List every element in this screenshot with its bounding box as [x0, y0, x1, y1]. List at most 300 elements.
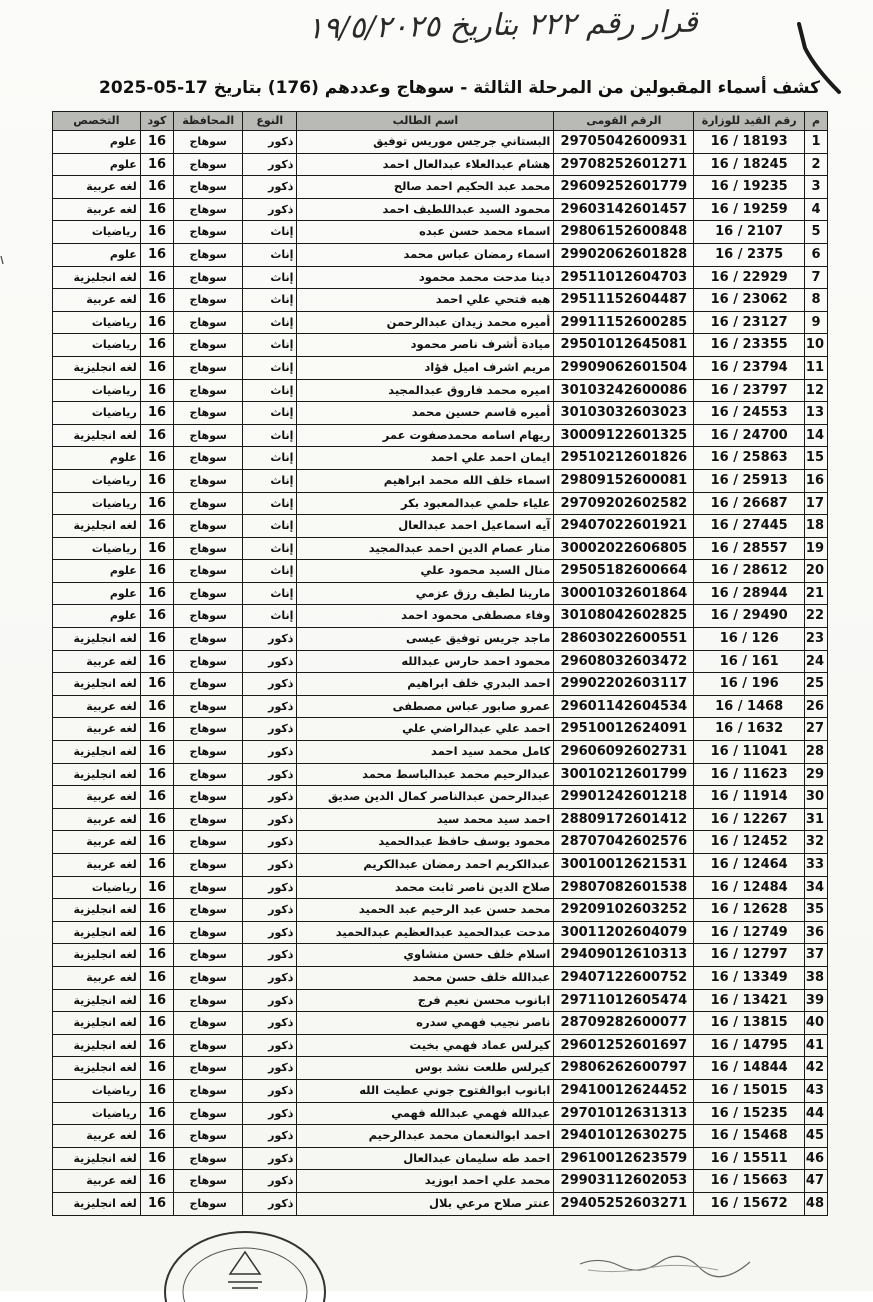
cell-national-id: 29510212601826 [554, 447, 694, 470]
cell-national-id: 29909062601504 [554, 356, 694, 379]
cell-gender: إناث [243, 311, 297, 334]
table-row [53, 1079, 828, 1102]
cell-code: 16 [140, 966, 173, 989]
cell-gender: ذكور [243, 786, 297, 809]
cell-row-number: 15 [805, 447, 828, 470]
cell-row-number: 13 [805, 402, 828, 425]
cell-registration-number: 16 / 2107 [694, 221, 805, 244]
cell-registration-number: 16 / 12464 [694, 854, 805, 877]
cell-gender: ذكور [243, 831, 297, 854]
cell-registration-number: 16 / 24553 [694, 402, 805, 425]
cell-specialization: لغه انجليزية [53, 899, 141, 922]
cell-specialization: لغه عربية [53, 650, 141, 673]
cell-national-id: 29911152600285 [554, 311, 694, 334]
table-row [53, 741, 828, 764]
cell-national-id: 29601252601697 [554, 1034, 694, 1057]
cell-student-name: كامل محمد سيد احمد [297, 741, 554, 764]
cell-specialization: لغه انجليزية [53, 515, 141, 538]
cell-national-id: 29809152600081 [554, 469, 694, 492]
cell-governorate: سوهاج [174, 515, 243, 538]
cell-code: 16 [140, 560, 173, 583]
cell-student-name: عبدالرحمن عبدالناصر كمال الدين صديق [297, 786, 554, 809]
cell-specialization: علوم [53, 605, 141, 628]
cell-student-name: عبدالله خلف حسن محمد [297, 966, 554, 989]
cell-gender: ذكور [243, 1125, 297, 1148]
cell-registration-number: 16 / 11914 [694, 786, 805, 809]
cell-registration-number: 16 / 23797 [694, 379, 805, 402]
cell-code: 16 [140, 628, 173, 651]
table-row [53, 515, 828, 538]
cell-code: 16 [140, 605, 173, 628]
cell-specialization: رياضيات [53, 1102, 141, 1125]
cell-specialization: لغه عربية [53, 289, 141, 312]
cell-student-name: مارينا لطيف رزق عزمي [297, 582, 554, 605]
cell-code: 16 [140, 131, 173, 154]
cell-gender: ذكور [243, 198, 297, 221]
cell-specialization: لغه انجليزية [53, 266, 141, 289]
cell-row-number: 46 [805, 1147, 828, 1170]
cell-row-number: 16 [805, 469, 828, 492]
table-row [53, 198, 828, 221]
cell-code: 16 [140, 334, 173, 357]
cell-national-id: 29401012630275 [554, 1125, 694, 1148]
cell-student-name: احمد طه سليمان عبدالعال [297, 1147, 554, 1170]
cell-national-id: 29806152600848 [554, 221, 694, 244]
cell-student-name: البستاني جرجس موريس توفيق [297, 131, 554, 154]
cell-national-id: 28809172601412 [554, 808, 694, 831]
table-header-row [53, 112, 828, 131]
cell-specialization: لغه عربية [53, 1170, 141, 1193]
cell-registration-number: 16 / 15015 [694, 1079, 805, 1102]
cell-registration-number: 16 / 12749 [694, 921, 805, 944]
cell-row-number: 23 [805, 628, 828, 651]
cell-gender: ذكور [243, 176, 297, 199]
table-row [53, 311, 828, 334]
cell-student-name: احمد سيد محمد سيد [297, 808, 554, 831]
cell-governorate: سوهاج [174, 718, 243, 741]
cell-governorate: سوهاج [174, 402, 243, 425]
cell-governorate: سوهاج [174, 650, 243, 673]
table-row [53, 876, 828, 899]
cell-code: 16 [140, 447, 173, 470]
cell-gender: ذكور [243, 1012, 297, 1035]
cell-national-id: 29410012624452 [554, 1079, 694, 1102]
cell-code: 16 [140, 356, 173, 379]
cell-row-number: 30 [805, 786, 828, 809]
cell-national-id: 29407022601921 [554, 515, 694, 538]
admissions-table [52, 111, 828, 1216]
cell-governorate: سوهاج [174, 876, 243, 899]
table-row [53, 243, 828, 266]
cell-specialization: لغه عربية [53, 854, 141, 877]
cell-row-number: 12 [805, 379, 828, 402]
cell-national-id: 29409012610313 [554, 944, 694, 967]
cell-governorate: سوهاج [174, 808, 243, 831]
table-row [53, 153, 828, 176]
cell-registration-number: 16 / 15663 [694, 1170, 805, 1193]
column-header-registration: رقم القيد للوزارة [694, 112, 805, 131]
cell-national-id: 29511012604703 [554, 266, 694, 289]
cell-registration-number: 16 / 12452 [694, 831, 805, 854]
cell-code: 16 [140, 379, 173, 402]
margin-mark [0, 255, 6, 265]
cell-registration-number: 16 / 25913 [694, 469, 805, 492]
cell-code: 16 [140, 741, 173, 764]
cell-governorate: سوهاج [174, 1170, 243, 1193]
cell-governorate: سوهاج [174, 899, 243, 922]
cell-gender: ذكور [243, 718, 297, 741]
cell-national-id: 29601142604534 [554, 695, 694, 718]
cell-registration-number: 16 / 14795 [694, 1034, 805, 1057]
cell-student-name: محمود احمد حارس عبدالله [297, 650, 554, 673]
table-row [53, 628, 828, 651]
cell-student-name: عمرو صابور عباس مصطفى [297, 695, 554, 718]
table-row [53, 1102, 828, 1125]
cell-row-number: 2 [805, 153, 828, 176]
cell-specialization: لغه انجليزية [53, 921, 141, 944]
cell-specialization: رياضيات [53, 469, 141, 492]
admissions-table-container [52, 111, 828, 1216]
cell-row-number: 38 [805, 966, 828, 989]
cell-gender: ذكور [243, 741, 297, 764]
cell-registration-number: 16 / 11041 [694, 741, 805, 764]
cell-student-name: محمود يوسف حافظ عبدالحميد [297, 831, 554, 854]
cell-governorate: سوهاج [174, 447, 243, 470]
table-row [53, 469, 828, 492]
cell-code: 16 [140, 1192, 173, 1215]
cell-governorate: سوهاج [174, 560, 243, 583]
cell-code: 16 [140, 492, 173, 515]
cell-specialization: علوم [53, 582, 141, 605]
cell-national-id: 28603022600551 [554, 628, 694, 651]
cell-national-id: 29511152604487 [554, 289, 694, 312]
cell-code: 16 [140, 176, 173, 199]
cell-code: 16 [140, 673, 173, 696]
cell-specialization: رياضيات [53, 379, 141, 402]
cell-row-number: 17 [805, 492, 828, 515]
cell-gender: إناث [243, 424, 297, 447]
cell-national-id: 28709282600077 [554, 1012, 694, 1035]
cell-national-id: 29501012645081 [554, 334, 694, 357]
cell-gender: ذكور [243, 673, 297, 696]
cell-registration-number: 16 / 12267 [694, 808, 805, 831]
cell-registration-number: 16 / 23127 [694, 311, 805, 334]
cell-student-name: عنتر صلاح مرعي بلال [297, 1192, 554, 1215]
cell-code: 16 [140, 221, 173, 244]
table-row [53, 718, 828, 741]
cell-gender: ذكور [243, 808, 297, 831]
cell-specialization: رياضيات [53, 402, 141, 425]
sheet-title: كشف أسماء المقبولين من المرحلة الثالثة - سوهاج وعددهم (176) بتاريخ 17-05-2025 [99, 78, 820, 98]
cell-code: 16 [140, 1102, 173, 1125]
cell-national-id: 29708252601271 [554, 153, 694, 176]
cell-student-name: منال السيد محمود علي [297, 560, 554, 583]
cell-registration-number: 16 / 22929 [694, 266, 805, 289]
cell-national-id: 29510012624091 [554, 718, 694, 741]
cell-gender: إناث [243, 379, 297, 402]
cell-national-id: 29903112602053 [554, 1170, 694, 1193]
cell-code: 16 [140, 831, 173, 854]
cell-row-number: 42 [805, 1057, 828, 1080]
table-row [53, 266, 828, 289]
cell-specialization: لغه انجليزية [53, 763, 141, 786]
cell-row-number: 3 [805, 176, 828, 199]
cell-row-number: 34 [805, 876, 828, 899]
cell-gender: إناث [243, 515, 297, 538]
cell-national-id: 30010012621531 [554, 854, 694, 877]
cell-gender: ذكور [243, 650, 297, 673]
table-row [53, 424, 828, 447]
cell-row-number: 9 [805, 311, 828, 334]
cell-registration-number: 16 / 15511 [694, 1147, 805, 1170]
cell-row-number: 33 [805, 854, 828, 877]
cell-specialization: علوم [53, 153, 141, 176]
cell-governorate: سوهاج [174, 1012, 243, 1035]
cell-specialization: علوم [53, 447, 141, 470]
cell-code: 16 [140, 1170, 173, 1193]
cell-student-name: ناصر نجيب فهمي سدره [297, 1012, 554, 1035]
column-header-national-id: الرقم القومى [554, 112, 694, 131]
cell-national-id: 29709202602582 [554, 492, 694, 515]
cell-student-name: أميره قاسم حسين محمد [297, 402, 554, 425]
cell-code: 16 [140, 695, 173, 718]
cell-registration-number: 16 / 19235 [694, 176, 805, 199]
cell-code: 16 [140, 650, 173, 673]
cell-governorate: سوهاج [174, 763, 243, 786]
cell-code: 16 [140, 786, 173, 809]
cell-specialization: لغه انجليزية [53, 673, 141, 696]
cell-gender: إناث [243, 402, 297, 425]
cell-student-name: ابانوب محسن نعيم فرج [297, 989, 554, 1012]
cell-governorate: سوهاج [174, 989, 243, 1012]
cell-registration-number: 16 / 28612 [694, 560, 805, 583]
cell-code: 16 [140, 537, 173, 560]
cell-row-number: 47 [805, 1170, 828, 1193]
cell-registration-number: 16 / 18245 [694, 153, 805, 176]
cell-national-id: 30103032603023 [554, 402, 694, 425]
cell-row-number: 21 [805, 582, 828, 605]
cell-registration-number: 16 / 23794 [694, 356, 805, 379]
cell-code: 16 [140, 1079, 173, 1102]
cell-national-id: 30009122601325 [554, 424, 694, 447]
cell-code: 16 [140, 153, 173, 176]
cell-student-name: عبدالله فهمي عبدالله فهمي [297, 1102, 554, 1125]
cell-row-number: 5 [805, 221, 828, 244]
cell-row-number: 10 [805, 334, 828, 357]
cell-code: 16 [140, 1057, 173, 1080]
cell-governorate: سوهاج [174, 243, 243, 266]
cell-governorate: سوهاج [174, 944, 243, 967]
cell-registration-number: 16 / 15672 [694, 1192, 805, 1215]
table-row [53, 131, 828, 154]
cell-gender: إناث [243, 243, 297, 266]
cell-national-id: 30010212601799 [554, 763, 694, 786]
cell-code: 16 [140, 763, 173, 786]
table-row [53, 379, 828, 402]
table-row [53, 786, 828, 809]
cell-specialization: رياضيات [53, 311, 141, 334]
cell-code: 16 [140, 921, 173, 944]
cell-row-number: 32 [805, 831, 828, 854]
cell-registration-number: 16 / 12628 [694, 899, 805, 922]
cell-row-number: 26 [805, 695, 828, 718]
table-row [53, 650, 828, 673]
cell-registration-number: 16 / 13349 [694, 966, 805, 989]
cell-registration-number: 16 / 15235 [694, 1102, 805, 1125]
cell-code: 16 [140, 1147, 173, 1170]
cell-specialization: لغه عربية [53, 808, 141, 831]
cell-national-id: 29701012631313 [554, 1102, 694, 1125]
cell-gender: إناث [243, 266, 297, 289]
cell-student-name: عبدالكريم احمد رمضان عبدالكريم [297, 854, 554, 877]
cell-national-id: 29901242601218 [554, 786, 694, 809]
cell-code: 16 [140, 402, 173, 425]
cell-student-name: محمد حسن عبد الرحيم عبد الحميد [297, 899, 554, 922]
table-row [53, 492, 828, 515]
cell-specialization: رياضيات [53, 334, 141, 357]
cell-student-name: اميره محمد فاروق عبدالمجيد [297, 379, 554, 402]
cell-registration-number: 16 / 12484 [694, 876, 805, 899]
cell-national-id: 29209102603252 [554, 899, 694, 922]
cell-code: 16 [140, 198, 173, 221]
cell-row-number: 40 [805, 1012, 828, 1035]
table-row [53, 289, 828, 312]
cell-governorate: سوهاج [174, 582, 243, 605]
cell-specialization: علوم [53, 243, 141, 266]
cell-specialization: لغه عربية [53, 966, 141, 989]
cell-student-name: صلاح الدين ناصر ثابت محمد [297, 876, 554, 899]
cell-code: 16 [140, 515, 173, 538]
cell-governorate: سوهاج [174, 1147, 243, 1170]
table-row [53, 763, 828, 786]
cell-student-name: احمد علي عبدالراضي علي [297, 718, 554, 741]
cell-student-name: اسماء خلف الله محمد ابراهيم [297, 469, 554, 492]
cell-gender: ذكور [243, 1057, 297, 1080]
table-row [53, 808, 828, 831]
cell-row-number: 44 [805, 1102, 828, 1125]
cell-registration-number: 16 / 23062 [694, 289, 805, 312]
cell-registration-number: 16 / 12797 [694, 944, 805, 967]
cell-row-number: 28 [805, 741, 828, 764]
cell-row-number: 8 [805, 289, 828, 312]
cell-governorate: سوهاج [174, 469, 243, 492]
table-row [53, 221, 828, 244]
cell-governorate: سوهاج [174, 176, 243, 199]
cell-code: 16 [140, 944, 173, 967]
cell-governorate: سوهاج [174, 831, 243, 854]
cell-row-number: 29 [805, 763, 828, 786]
cell-gender: إناث [243, 221, 297, 244]
cell-student-name: كيرلس عماد فهمي بخيت [297, 1034, 554, 1057]
cell-national-id: 29705042600931 [554, 131, 694, 154]
cell-student-name: هشام عبدالعلاء عبدالعال احمد [297, 153, 554, 176]
cell-row-number: 7 [805, 266, 828, 289]
cell-student-name: أميره محمد زيدان عبدالرحمن [297, 311, 554, 334]
cell-specialization: لغه عربية [53, 695, 141, 718]
cell-registration-number: 16 / 15468 [694, 1125, 805, 1148]
cell-governorate: سوهاج [174, 628, 243, 651]
cell-gender: ذكور [243, 153, 297, 176]
cell-row-number: 24 [805, 650, 828, 673]
cell-gender: ذكور [243, 1102, 297, 1125]
table-row [53, 966, 828, 989]
cell-registration-number: 16 / 126 [694, 628, 805, 651]
cell-code: 16 [140, 469, 173, 492]
cell-gender: ذكور [243, 966, 297, 989]
cell-student-name: وفاء مصطفى محمود احمد [297, 605, 554, 628]
table-row [53, 537, 828, 560]
cell-gender: ذكور [243, 1147, 297, 1170]
cell-registration-number: 16 / 13421 [694, 989, 805, 1012]
cell-row-number: 14 [805, 424, 828, 447]
signature-scribble [570, 1240, 770, 1280]
official-stamp [150, 1212, 340, 1302]
table-row [53, 673, 828, 696]
cell-row-number: 6 [805, 243, 828, 266]
cell-student-name: هبه فتحي علي احمد [297, 289, 554, 312]
cell-national-id: 30108042602825 [554, 605, 694, 628]
cell-gender: ذكور [243, 876, 297, 899]
cell-registration-number: 16 / 25863 [694, 447, 805, 470]
cell-specialization: لغه عربية [53, 718, 141, 741]
column-header-code: كود [140, 112, 173, 131]
cell-gender: ذكور [243, 763, 297, 786]
cell-specialization: علوم [53, 131, 141, 154]
cell-governorate: سوهاج [174, 741, 243, 764]
cell-governorate: سوهاج [174, 673, 243, 696]
cell-gender: إناث [243, 560, 297, 583]
table-row [53, 1125, 828, 1148]
cell-registration-number: 16 / 24700 [694, 424, 805, 447]
cell-governorate: سوهاج [174, 966, 243, 989]
cell-specialization: لغه انجليزية [53, 1192, 141, 1215]
table-row [53, 1012, 828, 1035]
table-row [53, 356, 828, 379]
cell-gender: إناث [243, 605, 297, 628]
cell-governorate: سوهاج [174, 1057, 243, 1080]
cell-row-number: 31 [805, 808, 828, 831]
cell-registration-number: 16 / 161 [694, 650, 805, 673]
cell-student-name: محمود السيد عبداللطيف احمد [297, 198, 554, 221]
cell-governorate: سوهاج [174, 786, 243, 809]
cell-student-name: ماجد جريس توفيق عيسى [297, 628, 554, 651]
cell-code: 16 [140, 854, 173, 877]
column-header-specialization: التخصص [53, 112, 141, 131]
cell-specialization: رياضيات [53, 1079, 141, 1102]
table-row [53, 944, 828, 967]
cell-governorate: سوهاج [174, 198, 243, 221]
cell-specialization: لغه انجليزية [53, 741, 141, 764]
column-header-num: م [805, 112, 828, 131]
cell-governorate: سوهاج [174, 492, 243, 515]
cell-student-name: اسلام خلف حسن منشاوي [297, 944, 554, 967]
cell-specialization: رياضيات [53, 221, 141, 244]
cell-row-number: 1 [805, 131, 828, 154]
table-row [53, 334, 828, 357]
cell-code: 16 [140, 289, 173, 312]
cell-row-number: 18 [805, 515, 828, 538]
cell-code: 16 [140, 876, 173, 899]
cell-student-name: ميادة أشرف ناصر محمود [297, 334, 554, 357]
cell-student-name: آيه اسماعيل احمد عبدالعال [297, 515, 554, 538]
cell-specialization: لغه انجليزية [53, 1012, 141, 1035]
cell-student-name: احمد البدري خلف ابراهيم [297, 673, 554, 696]
cell-national-id: 29603142601457 [554, 198, 694, 221]
cell-gender: إناث [243, 447, 297, 470]
table-row [53, 854, 828, 877]
table-row [53, 899, 828, 922]
cell-governorate: سوهاج [174, 379, 243, 402]
